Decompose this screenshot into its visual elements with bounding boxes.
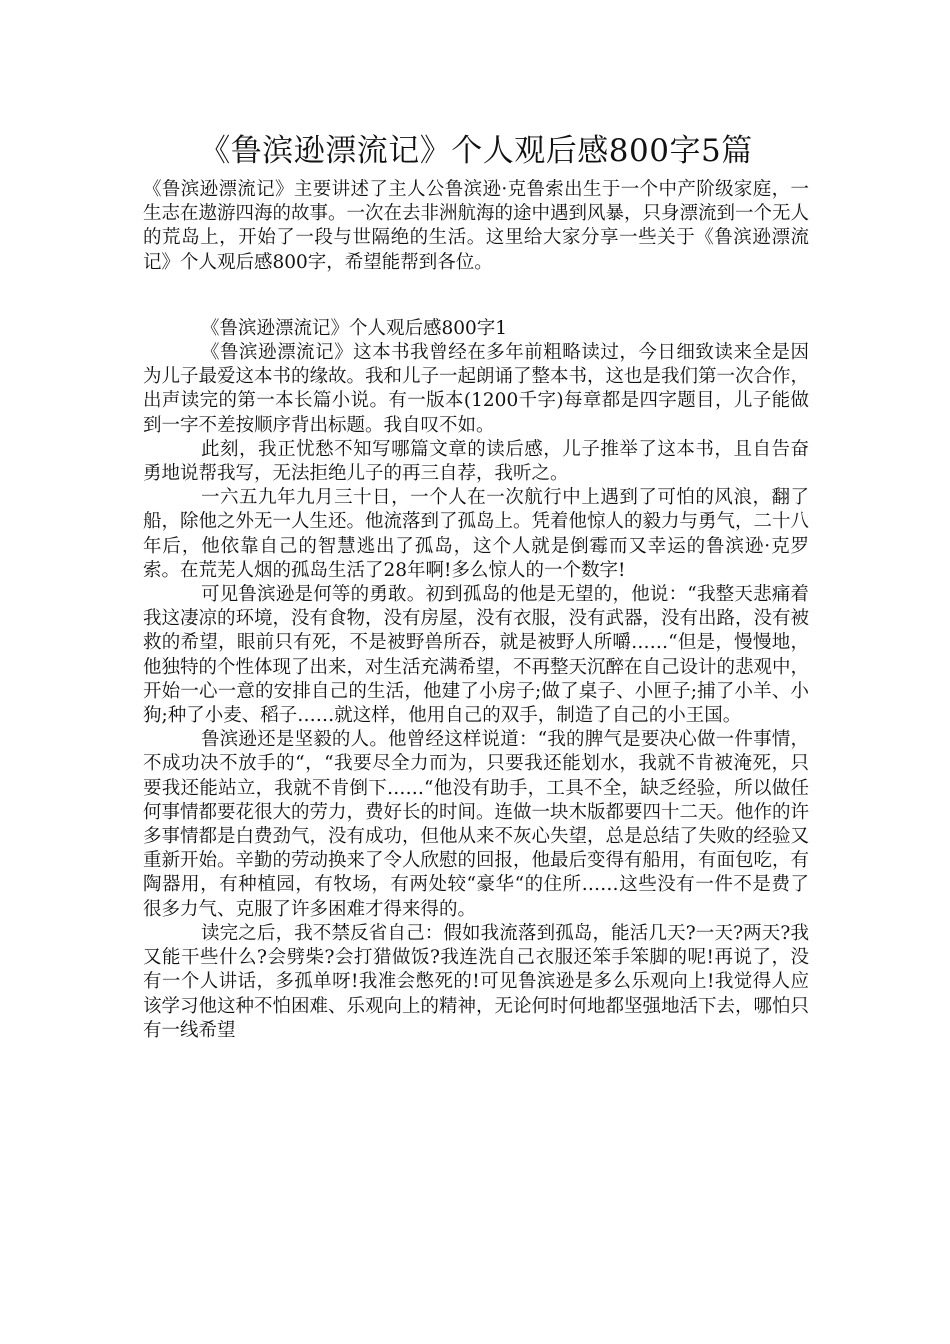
- body-paragraph-2: 此刻，我正忧愁不知写哪篇文章的读后感，儿子推举了这本书，且自告奋勇地说帮我写，无法拒绝儿子的再三自荐，我听之。: [143, 438, 809, 485]
- section-heading: 《鲁滨逊漂流记》个人观后感800字1: [201, 317, 508, 339]
- body-paragraph-6: 读完之后，我不禁反省自己：假如我流落到孤岛，能活几天?一天?两天?我又能干些什么?会劈柴?会打猎做饭?我连洗自己衣服还笨手笨脚的呢!再说了，没有一个人讲话，多孤单呀!我准会憋死的!可见鲁滨逊是多么乐观向上!我觉得人应该学习他这种不怕困难、乐观向上的精神，无论何时何地都坚强地活下去，哪怕只有一线希望: [143, 922, 810, 1041]
- body-paragraph-3: 一六五九年九月三十日，一个人在一次航行中上遇到了可怕的风浪，翻了船，除他之外无一人生还。他流落到了孤岛上。凭着他惊人的毅力与勇气，二十八年后，他依靠自己的智慧逃出了孤岛，这个人就是倒霉而又幸运的鲁滨逊·克罗索。在荒芜人烟的孤岛生活了28年啊!多么惊人的一个数字!: [143, 487, 810, 581]
- body-paragraph-5: 鲁滨逊还是坚毅的人。他曾经这样说道：“我的脾气是要决心做一件事情，不成功决不放手的“，“我要尽全力而为，只要我还能划水，我就不肯被淹死，只要我还能站立，我就不肯倒下……“他没有助手，工具不全，缺乏经验，所以做任何事情都要花很大的劳力，费好长的时间。连做一块木版都要四十二天。他作的许多事情都是白费劲气，没有成功，但他从来不灰心失望，总是总结了失败的经验又重新开始。辛勤的劳动换来了令人欣慰的回报，他最后变得有船用，有面包吃，有陶器用，有种植园，有牧场，有两处较“豪华“的住所……这些没有一件不是费了很多力气、克服了许多困难才得来得的。: [143, 729, 810, 920]
- body-paragraph-1: 《鲁滨逊漂流记》这本书我曾经在多年前粗略读过，今日细致读来全是因为儿子最爱这本书的缘故。我和儿子一起朗诵了整本书，这也是我们第一次合作，出声读完的第一本长篇小说。有一版本(1200千字)每章都是四字题目，儿子能做到一字不差按顺序背出标题。我自叹不如。: [143, 342, 810, 436]
- intro-paragraph: 《鲁滨逊漂流记》主要讲述了主人公鲁滨逊·克鲁索出生于一个中产阶级家庭，一生志在遨游四海的故事。一次在去非洲航海的途中遇到风暴，只身漂流到一个无人的荒岛上，开始了一段与世隔绝的生活。这里给大家分享一些关于《鲁滨逊漂流记》个人观后感800字，希望能帮到各位。: [143, 179, 810, 273]
- body-paragraph-4: 可见鲁滨逊是何等的勇敢。初到孤岛的他是无望的，他说：“我整天悲痛着我这凄凉的环境，没有食物，没有房屋，没有衣服，没有武器，没有出路，没有被救的希望，眼前只有死，不是被野兽所吞，就是被野人所嚼……“但是，慢慢地，他独特的个性体现了出来，对生活充满希望，不再整天沉醉在自己设计的悲观中，开始一心一意的安排自己的生活，他建了小房子;做了桌子、小匣子;捕了小羊、小狗;种了小麦、稻子……就这样，他用自己的双手，制造了自己的小王国。: [143, 584, 810, 727]
- document-title: 《鲁滨逊漂流记》个人观后感800字5篇: [199, 133, 753, 169]
- document-page: [143, 128, 809, 1043]
